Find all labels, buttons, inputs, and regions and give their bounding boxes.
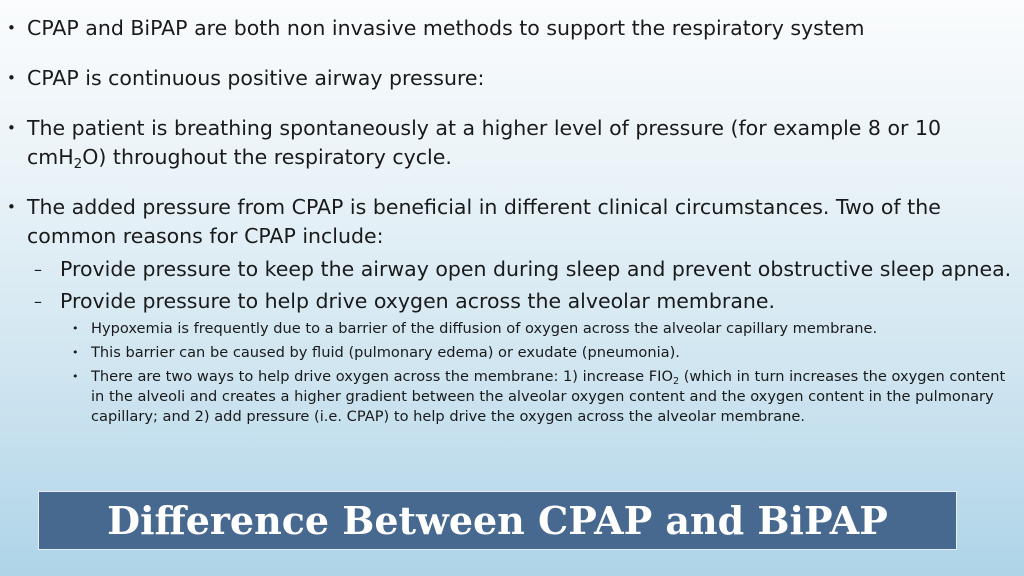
bullet-text: The added pressure from CPAP is beneficial in different clinical circumstances. Two of the common reasons for CPAP include: — [27, 195, 941, 248]
bullet-text: CPAP is continuous positive airway pressure: — [27, 66, 485, 90]
bullet-spontaneous-breathing — [27, 114, 1018, 172]
bullet-text: CPAP and BiPAP are both non invasive methods to support the respiratory system — [27, 16, 865, 40]
subsub-bullet-hypoxemia — [91, 319, 1016, 339]
bullet-text: This barrier can be caused by fluid (pulmonary edema) or exudate (pneumonia). — [91, 344, 680, 361]
slide-body — [0, 14, 1024, 431]
bullet-text: (which in turn increases the oxygen content in the alveoli and creates a higher gradient between the alveolar oxygen content and the oxygen content in the pulmonary capillary; and 2) add pressure (i.e. CPAP) to help drive the oxygen across the alveolar membrane. — [91, 368, 1006, 425]
bullet-noninvasive-methods — [27, 14, 1018, 43]
bullet-text: Hypoxemia is frequently due to a barrier of the diffusion of oxygen across the alveolar capillary membrane. — [91, 320, 878, 337]
bullet-text: Provide pressure to keep the airway open during sleep and prevent obstructive sleep apnea. — [60, 257, 1012, 281]
bullet-cpap-definition — [27, 64, 1018, 93]
subsub-bullet-two-ways — [91, 367, 1016, 427]
subscript: 2 — [672, 375, 680, 387]
sub-bullet-airway-open — [60, 255, 1018, 284]
bullet-text: Provide pressure to help drive oxygen across the alveolar membrane. — [60, 289, 775, 313]
subscript: 2 — [73, 156, 83, 173]
slide-title: Difference Between CPAP and BiPAP — [107, 498, 888, 543]
sub-bullet-drive-oxygen — [60, 287, 1018, 316]
bullet-text: There are two ways to help drive oxygen across the membrane: 1) increase FIO — [91, 368, 673, 385]
slide-title-banner — [38, 491, 957, 550]
bullet-added-pressure — [27, 193, 1018, 251]
bullet-text: O) throughout the respiratory cycle. — [82, 145, 452, 169]
subsub-bullet-barrier — [91, 343, 1016, 363]
bullet-text: The patient is breathing spontaneously at a higher level of pressure (for example 8 or 10 cmH — [27, 116, 942, 169]
